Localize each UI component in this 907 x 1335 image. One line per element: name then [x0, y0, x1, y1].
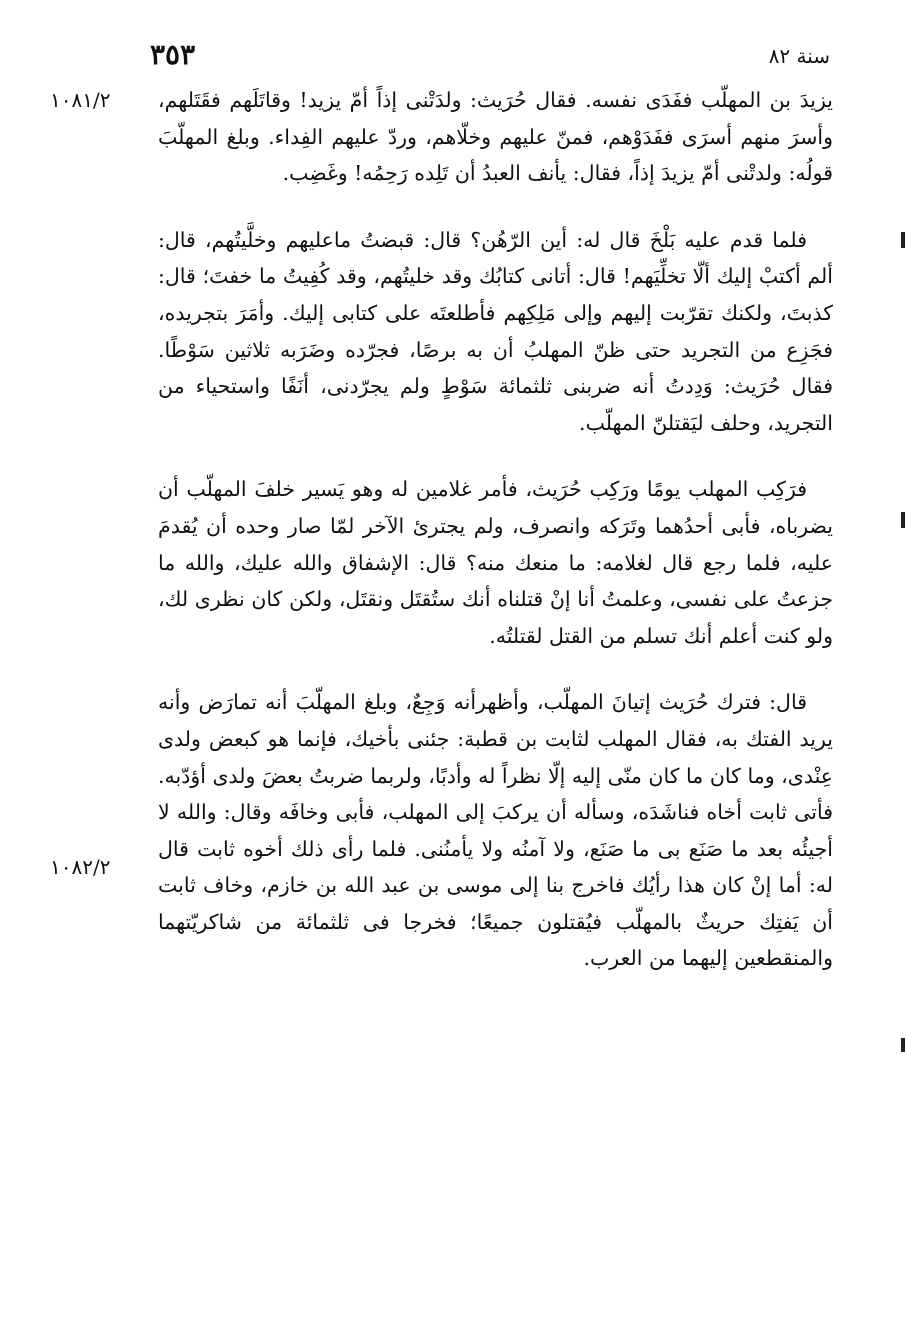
page-number: ٣٥٣ [150, 38, 196, 71]
paragraph-1: يزيدَ بن المهلّب ففَدَى نفسه. فقال حُرَيث: ولدَتْنى إذاً أمّ يزيد! وقاتَلَهم فقَتَلهم، وأسرَ منهم أسرَى ففَدَوْهم، فمنّ عليهم وخلّاهم، وردّ عليهم الفِداء. وبلغ المهلّبَ قولُه: ولدتْنى أمّ يزيدَ إذاً، فقال: يأنف العبدُ أن تَلِده رَحِمُه! وغَضِب. [158, 88, 833, 186]
margin-reference-2: ١٠٨٢/٢ [50, 855, 111, 879]
body-text [158, 82, 833, 977]
paragraph-3: فرَكِب المهلب يومًا ورَكِب حُرَيث، فأمر غلامين له وهو يَسير خلفَ المهلّب أن يضرباه، فأبى أحدُهما وتَرَكه وانصرف، ولم يجترئ الآخر لمّا صار وحده أن يُقدمَ عليه، فلما رجع قال لغلامه: ما منعك منه؟ قال: الإشفاق والله عليك، والله ما جزعتُ على نفسى، وعلمتُ أنا إنْ قتلناه أنك ستُقتَل ونقتَل، ولكن كان نظرى لك، ولو كنت أعلم أنك تسلم من القتل لقتلتُه. [158, 477, 833, 648]
paragraph-2: فلما قدم عليه بَلْخَ قال له: أين الرّهُن؟ قال: قبضتُ ماعليهم وخلَّيتُهم، قال: ألم أكتبْ إليك ألّا تخلِّيَهم! قال: أتانى كتابُك وقد خليتُهم، وقد كُفِيتُ ما خفتَ؛ قال: كذبتَ، ولكنك تقرّبت إليهم وإلى مَلِكِهم فأطلعتَه على كتابى إليك. وأمَرَ بتجريده، فجَزِع من التجريد حتى ظنّ المهلبُ أن به برصًا، فجرّده وضَرَبه ثلاثين سَوْطًا. فقال حُرَيث: وَدِدتُ أنه ضربنى ثلثمائة سَوْطٍ ولم يجرّدنى، أنَفًا واستحياء من التجريد، وحلف ليَقتلنّ المهلّب. [158, 227, 833, 435]
running-head-year: سنة ٨٢ [768, 44, 830, 68]
scan-edge-mark [901, 1038, 905, 1052]
scan-edge-mark [901, 232, 905, 248]
paragraph-4: قال: فترك حُرَيث إتيانَ المهلّب، وأظهرأنه وَجِعٌ، وبلغ المهلّبَ أنه تمارَض وأنه يريد الفتك به، فقال المهلب لثابت بن قطبة: جئنى بأخيك، فإنما هو كبعض ولدى عِنْدى، وما كان ما كان منّى إليه إلّا نظراً له وأدبًا، ولربما ضربتُ بعضَ ولدى أؤدّبه. فأتى ثابت أخاه فناشَدَه، وسأله أن يركبَ إلى المهلب، فأبى وخافَه وقال: والله لا أجيئُه بعد ما صَنَع بى ما صَنَع، ولا آمنُه ولا يأمنُنى. فلما رأى ذلك أخوه ثابت قال له: أما إنْ كان هذا رأيُك فاخرج بنا إلى موسى بن عبد الله بن خازم، وخاف ثابت أن يَفتِك حريثٌ بالمهلّب فيُقتلون جميعًا؛ فخرجا فى ثلثمائة من شاكريّتهما والمنقطعين إليهما من العرب. [158, 690, 833, 971]
page-header [150, 38, 830, 78]
margin-reference-1: ١٠٨١/٢ [50, 88, 111, 112]
scan-edge-mark [901, 512, 905, 528]
